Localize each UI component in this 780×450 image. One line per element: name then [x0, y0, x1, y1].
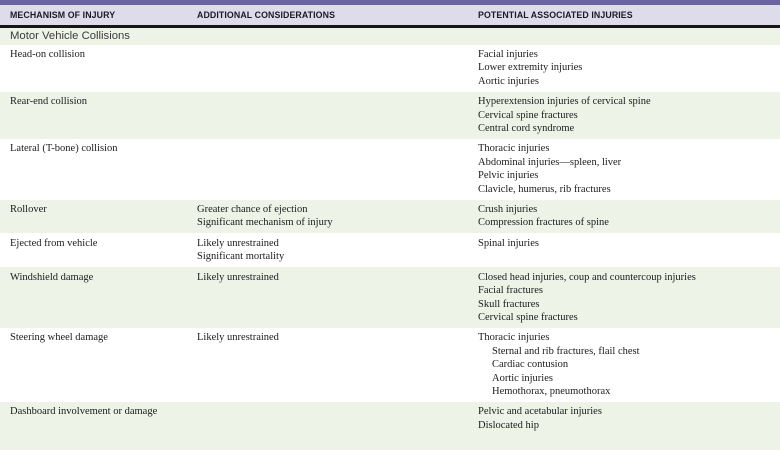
injuries-cell: [478, 48, 780, 88]
injuries-cell: [478, 237, 780, 264]
table-row: [0, 200, 780, 234]
mechanism-text: Dashboard involvement or damage: [10, 406, 158, 418]
table-row: [0, 45, 780, 92]
injury-text: Aortic injuries: [478, 75, 539, 87]
consideration-text: Likely unrestrained: [197, 237, 279, 249]
injury-text: Thoracic injuries: [478, 332, 550, 344]
column-header-mechanism: MECHANISM OF INJURY: [10, 10, 116, 20]
considerations-cell: [197, 142, 478, 196]
mechanism-cell: [0, 203, 197, 230]
injury-text: Central cord syndrome: [478, 123, 575, 135]
injury-text: Pelvic injuries: [478, 170, 539, 182]
consideration-text: Greater chance of ejection: [197, 204, 308, 216]
injury-text: Spinal injuries: [478, 237, 539, 249]
mechanism-cell: [0, 95, 197, 135]
mechanism-text: Rollover: [10, 204, 47, 216]
injury-text: Abdominal injuries—spleen, liver: [478, 156, 622, 168]
mechanism-text: Rear-end collision: [10, 96, 88, 108]
table-row: [0, 233, 780, 267]
mechanism-text: Steering wheel damage: [10, 332, 108, 344]
mechanism-cell: [0, 142, 197, 196]
section-header-row: [0, 28, 780, 45]
considerations-cell: [197, 405, 478, 446]
injury-text: Crush injuries: [478, 204, 538, 216]
injury-text: Facial fractures: [478, 285, 544, 297]
considerations-cell: [197, 203, 478, 230]
table-row: [0, 402, 780, 450]
injuries-cell: [478, 405, 780, 446]
mechanism-cell: [0, 48, 197, 88]
table-header-row: [0, 5, 780, 25]
table-row: [0, 267, 780, 328]
injury-text: Hyperextension injuries of cervical spine: [478, 96, 651, 108]
table-row: [0, 139, 780, 200]
considerations-cell: [197, 48, 478, 88]
mechanism-text: Ejected from vehicle: [10, 237, 98, 249]
consideration-text: Significant mortality: [197, 251, 285, 263]
injuries-cell: [478, 142, 780, 196]
injury-text: Thoracic injuries: [478, 143, 550, 155]
mechanism-cell: [0, 271, 197, 325]
considerations-cell: [197, 331, 478, 398]
injury-text: Skull fractures: [478, 298, 540, 310]
table-row: [0, 328, 780, 402]
injury-text: Compression fractures of spine: [478, 217, 609, 229]
injuries-cell: [478, 95, 780, 135]
injury-text: Sternal and rib fractures, flail chest: [492, 345, 640, 357]
injury-text: Cervical spine fractures: [478, 311, 578, 323]
injury-text: Cervical spine fractures: [478, 109, 578, 121]
consideration-text: Significant mechanism of injury: [197, 217, 333, 229]
mechanism-text: Head-on collision: [10, 49, 85, 60]
consideration-text: Likely unrestrained: [197, 271, 279, 283]
injuries-cell: [478, 203, 780, 230]
section-title: Motor Vehicle Collisions: [10, 30, 130, 42]
table-body: [0, 45, 780, 450]
mechanism-text: Lateral (T-bone) collision: [10, 143, 118, 155]
column-header-injuries: POTENTIAL ASSOCIATED INJURIES: [478, 10, 633, 20]
injury-text: Closed head injuries, coup and countercoup injuries: [478, 271, 696, 283]
injury-text: Hemothorax, pneumothorax: [492, 385, 611, 397]
considerations-cell: [197, 237, 478, 264]
consideration-text: Likely unrestrained: [197, 332, 279, 344]
considerations-cell: [197, 95, 478, 135]
injuries-cell: [478, 271, 780, 325]
injury-text: Clavicle, humerus, rib fractures: [478, 183, 611, 195]
injury-text: Lower extremity injuries: [478, 62, 583, 74]
mechanism-cell: [0, 237, 197, 264]
mechanism-cell: [0, 405, 197, 446]
injury-text: Dislocated hip: [478, 419, 539, 431]
mechanism-text: Windshield damage: [10, 271, 94, 283]
mechanism-cell: [0, 331, 197, 398]
injury-text: Pelvic and acetabular injuries: [478, 406, 602, 418]
injury-text: Facial injuries: [478, 49, 538, 60]
table-row: [0, 92, 780, 139]
column-header-considerations: ADDITIONAL CONSIDERATIONS: [197, 10, 336, 20]
considerations-cell: [197, 271, 478, 325]
injuries-cell: [478, 331, 780, 398]
injury-text: Aortic injuries: [492, 372, 553, 384]
injury-text: Cardiac contusion: [492, 359, 569, 371]
